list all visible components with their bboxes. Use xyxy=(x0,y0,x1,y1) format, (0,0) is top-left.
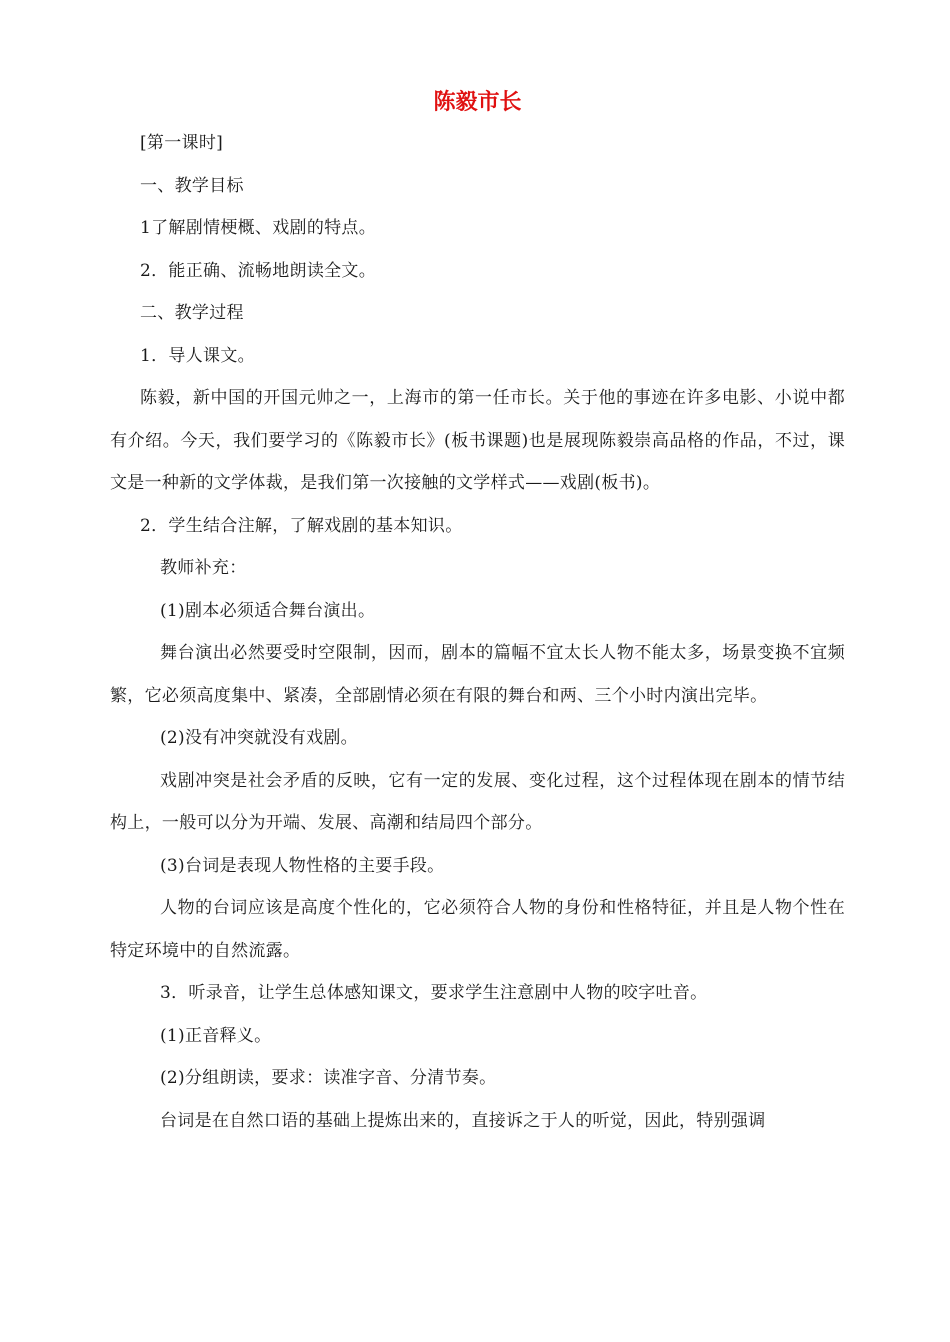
teacher-supplement-label: 教师补充： xyxy=(160,558,247,578)
objective-item-1: 1了解剧情梗概、戏剧的特点。 xyxy=(140,218,377,238)
body-paragraph-point-1: 舞台演出必然要受时空限制，因而，剧本的篇幅不宜太长人物不能太多，场景变换不宜频繁，它必须高度集中、紧凑，全部剧情必须在有限的舞台和两、三个小时内演出完毕。 xyxy=(110,643,845,706)
point-heading-1: (1)剧本必须适合舞台演出。 xyxy=(160,600,376,621)
section-heading-objectives: 一、教学目标 xyxy=(140,175,244,196)
body-paragraph-lines: 台词是在自然口语的基础上提炼出来的，直接诉之于人的听觉，因此，特别强调 xyxy=(160,1110,766,1131)
document-title: 陈毅市长 xyxy=(433,89,522,115)
point-heading-2: (2)没有冲突就没有戏剧。 xyxy=(160,728,358,748)
sub-item-1: (1)正音释义。 xyxy=(160,1025,272,1046)
point-heading-3: (3)台词是表现人物性格的主要手段。 xyxy=(160,855,445,876)
process-step-1: 1．导人课文。 xyxy=(140,345,255,366)
objective-item-2: 2．能正确、流畅地朗读全文。 xyxy=(140,260,377,281)
lesson-period-label: [第一课时] xyxy=(140,133,224,153)
document-page xyxy=(110,80,845,1142)
process-step-2: 2．学生结合注解，了解戏剧的基本知识。 xyxy=(140,515,463,536)
sub-item-2: (2)分组朗读，要求：读准字音、分清节奏。 xyxy=(160,1068,497,1088)
process-step-3: 3．听录音，让学生总体感知课文，要求学生注意剧中人物的咬字吐音。 xyxy=(160,983,708,1003)
body-paragraph-point-3: 人物的台词应该是高度个性化的，它必须符合人物的身份和性格特征，并且是人物个性在特定环境中的自然流露。 xyxy=(110,898,845,961)
body-paragraph-point-2: 戏剧冲突是社会矛盾的反映，它有一定的发展、变化过程，这个过程体现在剧本的情节结构上，一般可以分为开端、发展、高潮和结局四个部分。 xyxy=(110,770,845,833)
section-heading-process: 二、教学过程 xyxy=(140,303,244,323)
body-paragraph-intro: 陈毅，新中国的开国元帅之一，上海市的第一任市长。关于他的事迹在许多电影、小说中都有介绍。今天，我们要学习的《陈毅市长》(板书课题)也是展现陈毅崇高品格的作品，不过，课文是一种新的文学体裁，是我们第一次接触的文学样式——戏剧(板书)。 xyxy=(110,388,845,493)
